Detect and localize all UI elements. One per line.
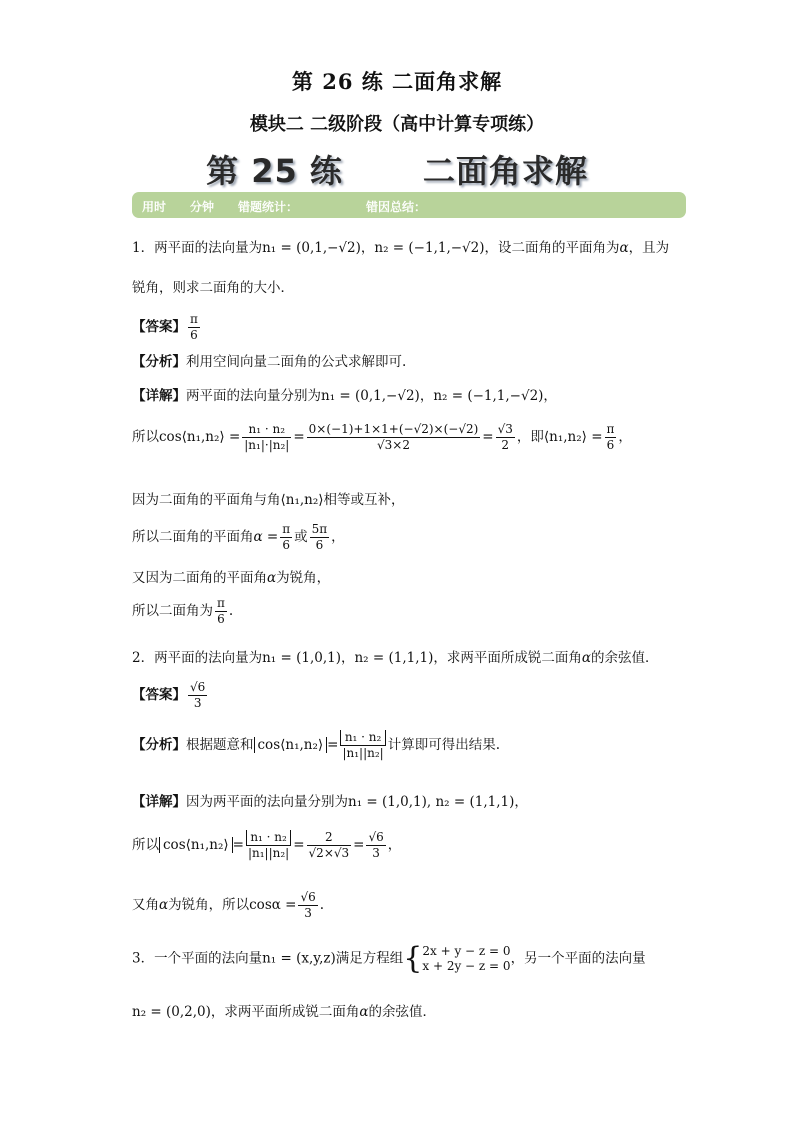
q2-calc-num3: √6 <box>368 830 384 844</box>
q1-equal-line <box>132 488 405 508</box>
q2-final-line: 又角α为锐角，所以cosα = $\frac{√6}{3}$ . <box>132 890 325 920</box>
q1-calc-prefix: 所以 <box>132 429 159 445</box>
q1-so-den2: 6 <box>315 538 324 552</box>
q2-detail-text: 因为两平面的法向量分别为 <box>186 794 348 810</box>
q2-text-b: ，求两平面所成锐二面角 <box>433 650 582 666</box>
q3-text-line2-c: 的余弦值． <box>368 1004 437 1020</box>
q2-answer <box>132 680 209 711</box>
analysis-label: 【分析】 <box>132 737 186 753</box>
q1-final-text: 所以二面角为 <box>132 603 213 619</box>
q2-calc-expr: cos⟨n₁,n₂⟩ <box>159 837 233 853</box>
q1-text-b: ，设二面角的平面角为 <box>484 240 620 256</box>
q3-text-c: ，另一个平面的法向量 <box>510 950 646 967</box>
q1-analysis <box>132 350 406 370</box>
q2-answer-num: √6 <box>190 680 206 694</box>
q2-detail <box>132 790 528 810</box>
q3-text-b: 满足方程组 <box>335 950 404 967</box>
q1-equal-text: 因为二面角的平面角与角 <box>132 492 281 508</box>
q1-angle-num: π <box>606 422 615 436</box>
q3-text-line2-b: ，求两平面所成锐二面角 <box>210 1004 360 1020</box>
q1-angle-expr: ⟨n₁,n₂⟩ = <box>543 429 603 445</box>
q1-answer-den: 6 <box>190 328 198 342</box>
q3-alpha: α <box>359 1004 369 1020</box>
q1-analysis-text: 利用空间向量二面角的公式求解即可. <box>186 354 407 370</box>
time-label: 用时 <box>142 200 167 214</box>
info-bar <box>132 192 686 218</box>
q1-final-num: π <box>217 596 225 610</box>
q2-calc-num: n₁ · n₂ <box>246 830 291 846</box>
q1-equal-expr: ⟨n₁,n₂⟩ <box>280 492 324 508</box>
q2-n1: n₁ = (1,0,1) <box>262 650 341 666</box>
answer-label: 【答案】 <box>132 687 186 703</box>
q1-so-num1: π <box>282 522 291 536</box>
q1-dot-den: |n₁|·|n₂| <box>244 438 290 452</box>
q2-analysis-expr: cos⟨n₁,n₂⟩ <box>254 737 328 753</box>
q3-equation-system <box>422 944 510 974</box>
q1-so-line: 所以二面角的平面角α = $\frac{\pi}{6}$ 或 $\frac{5\pi}{6}$ ， <box>132 522 345 552</box>
q2-final-cos: cosα = <box>249 897 297 913</box>
error-summary-label: 错因总结： <box>366 200 427 214</box>
q1-text: 1．两平面的法向量为 <box>132 240 263 256</box>
banner-right: 二面角求解 <box>422 152 588 190</box>
q2-calc-prefix: 所以 <box>132 837 159 853</box>
q1-big-num: 0×(−1)+1×1+(−√2)×(−√2) <box>308 422 479 436</box>
banner-title <box>0 146 794 192</box>
q2-detail-end: ， <box>514 794 528 810</box>
q2-n2: n₂ = (1,1,1) <box>354 650 434 666</box>
q1-res-num: √3 <box>497 422 513 436</box>
q1-so-text: 所以二面角的平面角 <box>132 529 254 545</box>
q2-calc-den2: √2×√3 <box>308 846 350 860</box>
q2-final-den: 3 <box>304 906 312 920</box>
q3-n1: n₁ = (x,y,z) <box>262 950 336 967</box>
q1-detail-n2: n₂ = (−1,1,−√2) <box>433 388 544 404</box>
q2-analysis-b: 计算即可得出结果. <box>387 737 501 753</box>
q1-equal-end: 相等或互补， <box>323 492 405 508</box>
q1-final-line: 所以二面角为 $\frac{\pi}{6}$ . <box>132 596 234 626</box>
error-stats-label: 错题统计： <box>238 200 299 214</box>
q2-calc-num2: 2 <box>307 830 352 846</box>
q1-calc-line: 所以cos⟨n₁,n₂⟩ = $\frac{\text{n₁ · n₂}}{\text{|n₁|·|n₂|}}$ = $\frac{0\times(-1)+1\times 1+(-√2)\times(-√2)}{√3\times 2}$ = $\frac{√3}{2}$ ，即⟨n₁,n₂⟩ = $\frac{\pi}{6}$ ， <box>132 422 632 452</box>
q1-detail-n1: n₁ = (0,1,−√2) <box>321 388 420 404</box>
q2-final-num: √6 <box>300 890 316 904</box>
module-subtitle: 模块二 二级阶段（高中计算专项练） <box>249 114 545 135</box>
q2-analysis: 【分析】根据题意和 cos⟨n₁,n₂⟩ = $\frac{\text{n₁ · n₂}}{\text{|n₁||n₂|}}$ 计算即可得出结果. <box>132 730 501 760</box>
q2-detail-vals: n₁ = (1,0,1), n₂ = (1,1,1) <box>348 794 515 810</box>
detail-label: 【详解】 <box>132 388 186 404</box>
q1-angle-den: 6 <box>606 438 615 452</box>
q3-text: 3．一个平面的法向量 <box>132 950 263 967</box>
q2-final-alpha: α <box>159 897 169 913</box>
analysis-label: 【分析】 <box>132 354 186 370</box>
q1-alpha: α <box>619 240 629 256</box>
q2-calc-den3: 3 <box>372 846 380 860</box>
brace-icon: { <box>403 941 423 976</box>
q2-analysis-den: |n₁||n₂| <box>342 746 384 760</box>
q1-n1: n₁ = (0,1,−√2) <box>262 240 361 256</box>
q1-res-den: 2 <box>501 438 510 452</box>
q3-stem-line2 <box>132 1000 436 1020</box>
q1-detail: 【详解】两平面的法向量分别为n₁ = (0,1,−√2)，n₂ = (−1,1,−√2)， <box>132 388 557 404</box>
q2-calc-den: |n₁||n₂| <box>247 846 290 860</box>
q2-final-a: 又角 <box>132 897 159 913</box>
q2-answer-den: 3 <box>193 696 202 710</box>
q1-answer <box>132 312 202 343</box>
q1-stem-line2: 锐角，则求二面角的大小． <box>132 280 294 296</box>
q1-dot-num: n₁ · n₂ <box>242 422 291 438</box>
q2-stem: 2．两平面的法向量为n₁ = (1,0,1)，n₂ = (1,1,1)，求两平面所成锐二面角α的余弦值． <box>132 650 659 666</box>
q3-eq2: x + 2y − z = 0 <box>422 959 511 973</box>
banner-left: 第 25 练 <box>206 152 343 190</box>
q1-final-den: 6 <box>217 612 225 626</box>
q2-text-c: 的余弦值． <box>591 650 659 666</box>
detail-label: 【详解】 <box>132 794 186 810</box>
q2-final-b: 为锐角，所以 <box>168 897 250 913</box>
q3-n2: n₂ = (0,2,0) <box>132 1004 211 1020</box>
answer-label: 【答案】 <box>132 319 186 335</box>
q1-or-text: 或 <box>294 529 308 545</box>
q1-so-num2: 5π <box>311 522 328 536</box>
q1-acute-text: 又因为二面角的平面角 <box>132 570 267 586</box>
q1-detail-text: 两平面的法向量分别为 <box>186 388 321 404</box>
q2-text: 2．两平面的法向量为 <box>132 650 263 666</box>
q2-calc-line: 所以 cos⟨n₁,n₂⟩ = $\frac{\text{n₁ · n₂}}{\text{|n₁||n₂|}}$ = $\frac{2}{√2\times√3}$ = $\frac{√6}{3}$ ， <box>132 830 402 860</box>
q2-alpha: α <box>581 650 591 666</box>
q1-answer-num: π <box>190 312 198 326</box>
q3-eq1: 2x + y − z = 0 <box>422 944 511 958</box>
q1-so-alpha: α = <box>253 529 279 545</box>
q2-analysis-a: 根据题意和 <box>186 737 254 753</box>
page-title: 第 26 练 二面角求解 <box>291 69 503 94</box>
q1-acute-line <box>132 566 330 586</box>
q1-stem-line1: 1．两平面的法向量为n₁ = (0,1,−√2)，n₂ = (−1,1,−√2)，设二面角的平面角为α，且为 <box>132 240 670 256</box>
q1-acute-end: 为锐角， <box>276 570 331 586</box>
q2-analysis-num: n₁ · n₂ <box>340 730 385 746</box>
q1-so-den1: 6 <box>282 538 290 552</box>
q1-text-c: ，且为 <box>628 240 670 256</box>
minutes-label: 分钟 <box>190 200 215 214</box>
q1-acute-alpha: α <box>267 570 277 586</box>
q1-big-den: √3×2 <box>376 438 410 452</box>
q1-cos-expr: cos⟨n₁,n₂⟩ = <box>159 429 241 445</box>
q1-angle-prefix: ，即 <box>516 429 544 445</box>
q3-stem-line1 <box>132 941 646 976</box>
q1-n2: n₂ = (−1,1,−√2) <box>374 240 485 256</box>
